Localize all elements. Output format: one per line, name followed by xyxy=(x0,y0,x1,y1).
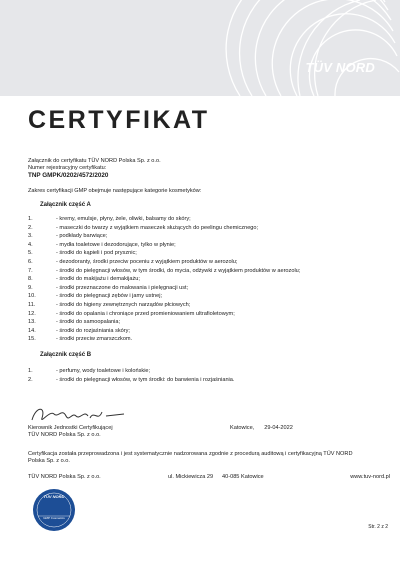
footer-website[interactable]: www.tuv-nord.pl xyxy=(350,474,390,480)
item-text: - maseczki do twarzy z wyjątkiem maseczek służących do peelingu chemicznego; xyxy=(56,224,259,231)
item-text: - dezodoranty, środki przeciw poceniu z wyjątkiem produktów w aerozolu; xyxy=(56,258,238,265)
page-number: Str. 2 z 2 xyxy=(368,524,388,530)
header-band xyxy=(0,0,400,96)
item-text: - podkłady barwiące; xyxy=(56,233,108,240)
item-number: 2. xyxy=(28,224,33,231)
brand-logo-icon xyxy=(0,0,400,96)
item-number: 5. xyxy=(28,250,33,257)
item-number: 8. xyxy=(28,276,33,283)
signatory-role: Kierownik Jednostki Certyfikującej xyxy=(28,425,113,431)
footer-city: 40-085 Katowice xyxy=(222,474,264,480)
item-text: - środki przeciw zmarszczkom. xyxy=(56,336,133,343)
item-number: 10. xyxy=(28,293,36,300)
list-item xyxy=(28,301,388,310)
list-item xyxy=(28,267,388,276)
item-text: - kremy, emulsje, płyny, żele, oliwki, balsamy do skóry; xyxy=(56,216,191,222)
annex-header xyxy=(28,158,161,180)
place-and-date xyxy=(230,425,293,431)
item-text: - środki do kąpieli i pod prysznic; xyxy=(56,250,137,257)
list-item xyxy=(28,258,388,267)
item-number: 6. xyxy=(28,258,33,265)
list-item xyxy=(28,318,388,327)
item-number: 12. xyxy=(28,310,36,317)
section-b-title: Załącznik część B xyxy=(40,352,92,358)
item-number: 2. xyxy=(28,376,33,383)
list-item xyxy=(28,224,388,233)
item-text: - perfumy, wody toaletowe i kolońskie; xyxy=(56,368,151,374)
certificate-title: CERTYFIKAT xyxy=(28,106,210,134)
list-item xyxy=(28,376,388,385)
place: Katowice, xyxy=(230,425,255,431)
item-text: - środki do pielęgnacji zębów i jamy ustnej; xyxy=(56,293,163,300)
item-text: - środki do samoopalania; xyxy=(56,319,121,326)
list-item xyxy=(28,241,388,250)
item-text: - środki do opalania i chroniące przed promieniowaniem ultrafioletowym; xyxy=(56,310,235,317)
item-text: - mydła toaletowe i dezodorujące, tylko w płynie; xyxy=(56,241,176,248)
signatory-company: TÜV NORD Polska Sp. z o.o. xyxy=(28,432,101,438)
item-number: 1. xyxy=(28,216,33,222)
list-item xyxy=(28,310,388,319)
footer xyxy=(28,474,390,480)
list-item xyxy=(28,232,388,241)
seal-badge-text: TÜV NORD xyxy=(43,494,65,499)
list-item xyxy=(28,249,388,258)
brand-name: TÜV NORD xyxy=(305,60,375,75)
item-number: 4. xyxy=(28,241,33,248)
signatory-block xyxy=(28,425,113,439)
item-text: - środki do higieny zewnętrznych narządów płciowych; xyxy=(56,301,191,308)
list-item xyxy=(28,335,388,344)
scope-intro: Zakres certyfikacji GMP obejmuje następujące kategorie kosmetyków: xyxy=(28,188,202,194)
item-text: - środki do pielęgnacji włosów, w tym środki, do mycia, odżywki z wyjątkiem produktów w aerozolu; xyxy=(56,267,301,274)
seal-sub-text: GMP Cosmetics xyxy=(43,516,65,520)
section-a-title: Załącznik część A xyxy=(40,202,91,208)
footer-company: TÜV NORD Polska Sp. z o.o. xyxy=(28,474,101,480)
list-item xyxy=(28,292,388,301)
item-number: 11. xyxy=(28,301,36,308)
item-text: - środki do pielęgnacji włosów, w tym środki: do barwienia i rozjaśniania. xyxy=(56,376,235,383)
list-item xyxy=(28,367,388,376)
item-number: 15. xyxy=(28,336,36,343)
item-number: 1. xyxy=(28,368,33,374)
certification-note: Certyfikacja została przeprowadzona i jest systematycznie nadzorowana zgodnie z procedurą auditową i certyfikacyjną TÜV NORD Polska Sp. z o.o. xyxy=(28,451,353,464)
signature-icon xyxy=(28,404,138,426)
issue-date: 29-04-2022 xyxy=(264,425,293,431)
item-text: - środki do rozjaśniania skóry; xyxy=(56,327,130,334)
item-text: - środki przeznaczone do malowania i pielęgnacji ust; xyxy=(56,284,189,291)
annex-line-1: Załącznik do certyfikatu TÜV NORD Polska Sp. z o.o. xyxy=(28,158,161,164)
item-number: 14. xyxy=(28,327,36,334)
list-item xyxy=(28,215,388,224)
list-item xyxy=(28,275,388,284)
list-item xyxy=(28,327,388,336)
certification-seal xyxy=(32,488,76,532)
item-number: 13. xyxy=(28,319,36,326)
certificate-number: TNP GMPK/0202/4572/2020 xyxy=(28,172,109,179)
item-number: 9. xyxy=(28,284,33,291)
footer-street: ul. Mickiewicza 29 xyxy=(168,474,214,480)
signature-image xyxy=(28,404,138,426)
item-text: - środki do makijażu i demakijażu; xyxy=(56,276,140,283)
section-a-list xyxy=(28,215,388,344)
list-item xyxy=(28,284,388,293)
annex-line-2: Numer rejestracyjny certyfikatu: xyxy=(28,165,107,171)
item-number: 3. xyxy=(28,233,33,240)
item-number: 7. xyxy=(28,267,33,274)
section-b-list xyxy=(28,367,388,384)
